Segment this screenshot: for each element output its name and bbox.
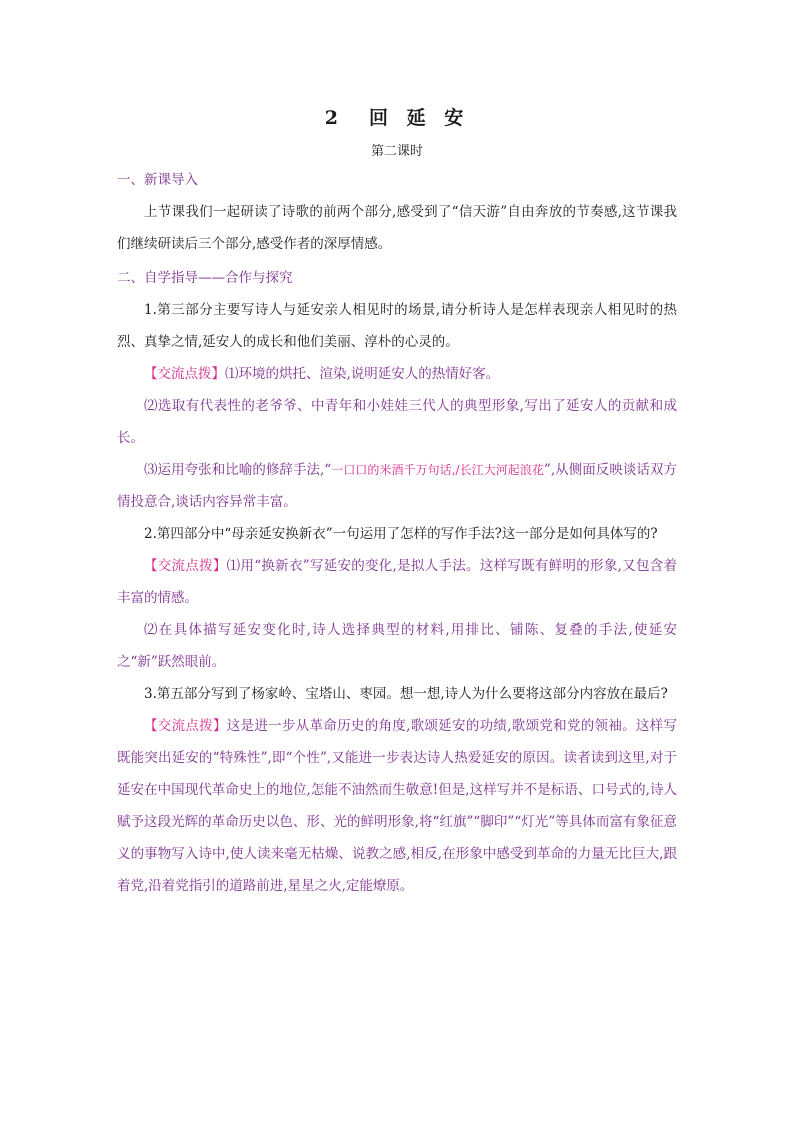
question-2: 2.第四部分中“母亲延安换新衣”一句运用了怎样的写作手法?这一部分是如何具体写的?	[144, 526, 658, 542]
answer-1-2: ⑵选取有代表性的老爷爷、中青年和小娃娃三代人的典型形象,写出了延安人的贡献和成长。	[117, 398, 677, 446]
lesson-subtitle: 第二课时	[370, 144, 423, 159]
answer-tag: 【交流点拨】	[144, 558, 227, 574]
intro-paragraph: 上节课我们一起研读了诗歌的前两个部分,感受到了“信天游”自由奔放的节奏感,这节课我们继续研读后三个部分,感受作者的深厚情感。	[117, 204, 677, 252]
question-1: 1.第三部分主要写诗人与延安亲人相见时的场景,请分析诗人是怎样表现亲人相见时的热烈、真挚之情,延安人的成长和他们美丽、淳朴的心灵的。	[117, 302, 677, 350]
quoted-verse: 一口口的米酒千万句话,/长江大河起浪花	[331, 463, 544, 477]
answer-text: 这是进一步从革命历史的角度,歌颂延安的功绩,歌颂党和党的领袖。这样写既能突出延安的“特殊性”,即“个性”,又能进一步表达诗人热爱延安的原因。读者读到这里,对于延安在中国现代革命史上的地位,怎能不油然而生敬意!但是,这样写并不是标语、口号式的,诗人赋予这段光辉的革命历史以色、形、光的鲜明形象,将“红旗”“脚印”“灯光”等具体而富有象征意义的事物写入诗中,使人读来毫无枯燥、说教之感,相反,在形象中感受到革命的力量无比巨大,跟着党,沿着党指引的道路前进,星星之火,定能燎原。	[117, 718, 677, 894]
answer-text: ⑶运用夸张和比喻的修辞手法,“	[144, 462, 332, 478]
answer-text: ”,从侧面反映谈话双方情投意合,谈话内容异常丰富。	[117, 462, 677, 510]
answer-text: ⑴用“换新衣”写延安的变化,是拟人手法。这样写既有鲜明的形象,又包含着丰富的情感。	[117, 558, 677, 606]
answer-text: ⑴环境的烘托、渲染,说明延安人的热情好客。	[225, 366, 500, 382]
answer-2-2: ⑵在具体描写延安变化时,诗人选择典型的材料,用排比、铺陈、复叠的手法,使延安之“新”跃然眼前。	[117, 622, 677, 670]
document-content	[117, 104, 677, 902]
answer-2-1	[117, 550, 677, 614]
answer-1-1	[117, 358, 677, 390]
answer-tag: 【交流点拨】	[144, 718, 227, 734]
section-heading-guide: 二、自学指导——合作与探究	[117, 270, 293, 286]
answer-1-3	[117, 454, 677, 518]
answer-3	[117, 710, 677, 902]
answer-tag: 【交流点拨】	[144, 366, 225, 382]
lesson-title: 2 回 延 安	[324, 107, 470, 129]
question-3: 3.第五部分写到了杨家岭、宝塔山、枣园。想一想,诗人为什么要将这部分内容放在最后?	[144, 686, 668, 702]
section-heading-intro: 一、新课导入	[117, 172, 198, 188]
